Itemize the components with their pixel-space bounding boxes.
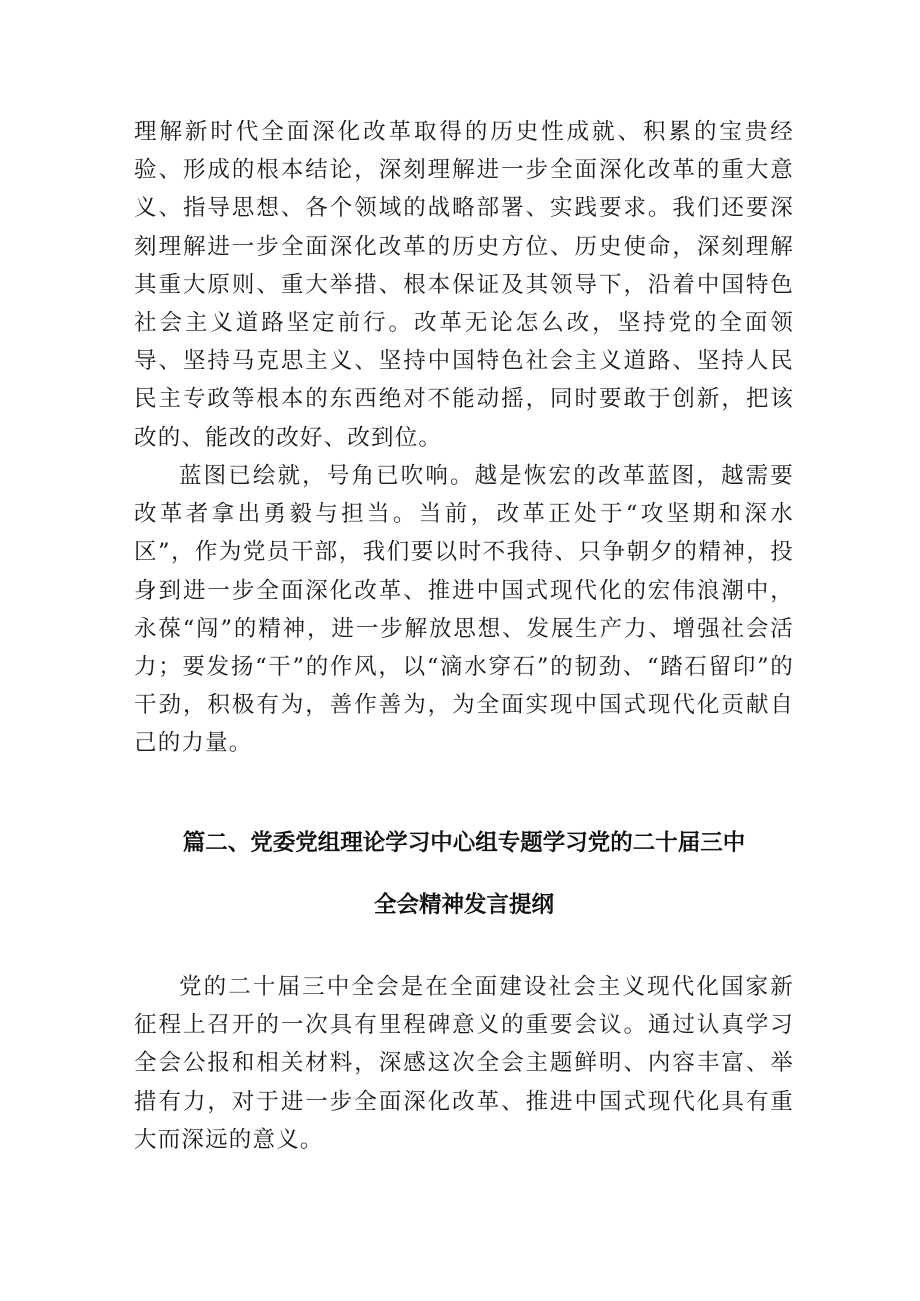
section-heading-line-2: 全会精神发言提纲 xyxy=(373,892,554,918)
section-heading-line-1: 篇二、党委党组理论学习中心组专题学习党的二十届三中 xyxy=(182,830,746,856)
section-heading xyxy=(134,812,794,936)
paragraph-intro: 党的二十届三中全会是在全面建设社会主义现代化国家新征程上召开的一次具有里程碑意义的重要会议。通过认真学习全会公报和相关材料，深感这次全会主题鲜明、内容丰富、举措有力，对于进一步全面深化改革、推进中国式现代化具有重大而深远的意义。 xyxy=(134,974,794,1153)
paragraph-continuation: 理解新时代全面深化改革取得的历史性成就、积累的宝贵经验、形成的根本结论，深刻理解进一步全面深化改革的重大意义、指导思想、各个领域的战略部署、实践要求。我们还要深刻理解进一步全面深化改革的历史方位、历史使命，深刻理解其重大原则、重大举措、根本保证及其领导下，沿着中国特色社会主义道路坚定前行。改革无论怎么改，坚持党的全面领导、坚持马克思主义、坚持中国特色社会主义道路、坚持人民民主专政等根本的东西绝对不能动摇，同时要敢于创新，把该改的、能改的改好、改到位。 xyxy=(134,119,794,451)
paragraph-blueprint: 蓝图已绘就，号角已吹响。越是恢宏的改革蓝图，越需要改革者拿出勇毅与担当。当前，改革正处于“攻坚期和深水区”，作为党员干部，我们要以时不我待、只争朝夕的精神，投身到进一步全面深化改革、推进中国式现代化的宏伟浪潮中，永葆“闯”的精神，进一步解放思想、发展生产力、增强社会活力；要发扬“干”的作风，以“滴水穿石”的韧劲、“踏石留印”的干劲，积极有为，善作善为，为全面实现中国式现代化贡献自己的力量。 xyxy=(134,463,794,757)
